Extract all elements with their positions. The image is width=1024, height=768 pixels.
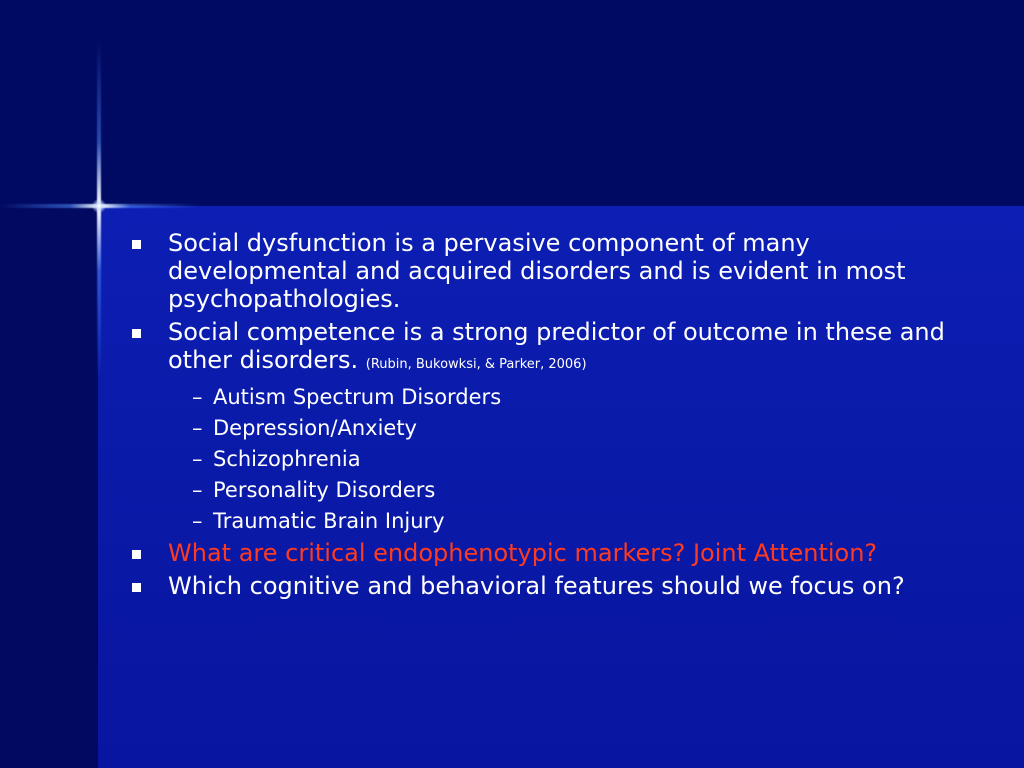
dash-bullet-icon: – xyxy=(192,478,203,502)
sub-bullet-item xyxy=(130,415,950,441)
sub-bullet-item xyxy=(130,446,950,472)
sub-bullet-item xyxy=(130,384,950,410)
square-bullet-icon xyxy=(132,329,141,338)
dash-bullet-icon: – xyxy=(192,447,203,471)
bullet-item xyxy=(130,572,950,600)
dash-bullet-icon: – xyxy=(192,509,203,533)
dash-bullet-icon: – xyxy=(192,385,203,409)
citation: (Rubin, Bukowksi, & Parker, 2006) xyxy=(365,357,587,372)
sub-bullet-item xyxy=(130,508,950,534)
bullet-item-highlight xyxy=(130,539,950,567)
sub-bullet-list xyxy=(130,384,950,534)
square-bullet-icon xyxy=(132,583,141,592)
light-flare-center xyxy=(92,199,106,213)
bullet-text: Social dysfunction is a pervasive component of many developmental and acquired disorders and is evident in most psychopathologies. xyxy=(168,229,906,313)
square-bullet-icon xyxy=(132,240,141,249)
background-left-band xyxy=(0,206,98,768)
sub-bullet-text: Depression/Anxiety xyxy=(213,416,417,440)
bullet-item xyxy=(130,318,950,379)
background-top-band xyxy=(0,0,1024,206)
bullet-item xyxy=(130,229,950,313)
sub-bullet-text: Schizophrenia xyxy=(213,447,361,471)
square-bullet-icon xyxy=(132,550,141,559)
sub-bullet-text: Traumatic Brain Injury xyxy=(213,509,445,533)
bullet-text: What are critical endophenotypic markers? Joint Attention? xyxy=(168,539,878,567)
sub-bullet-text: Autism Spectrum Disorders xyxy=(213,385,502,409)
slide-body xyxy=(130,224,950,600)
sub-bullet-item xyxy=(130,477,950,503)
bullet-text: Social competence is a strong predictor of outcome in these and other disorders. xyxy=(168,318,945,374)
bullet-text: Which cognitive and behavioral features should we focus on? xyxy=(168,572,905,600)
sub-bullet-text: Personality Disorders xyxy=(213,478,436,502)
dash-bullet-icon: – xyxy=(192,416,203,440)
